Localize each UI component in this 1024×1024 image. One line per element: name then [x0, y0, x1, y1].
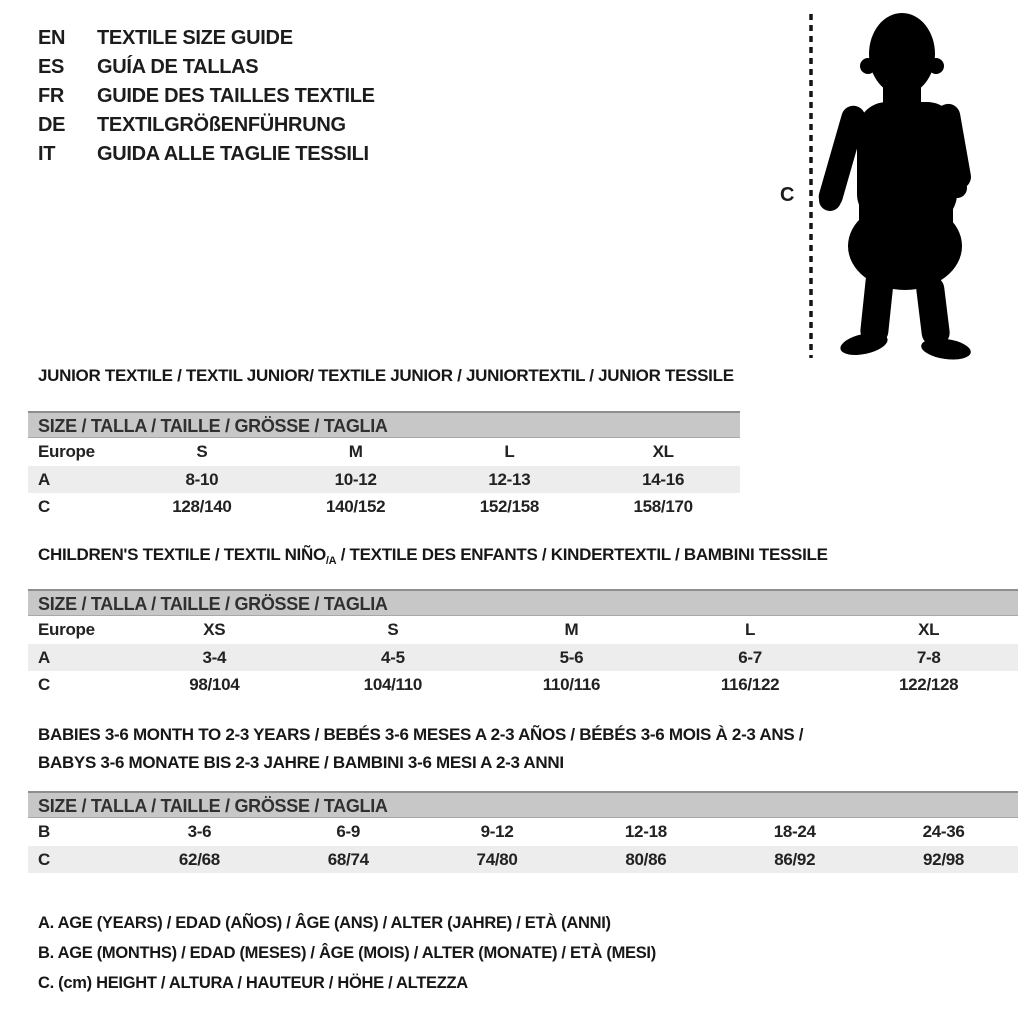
table-cell: 92/98: [923, 849, 965, 869]
language-row-it: [38, 140, 375, 169]
table-cell: 4-5: [381, 647, 405, 667]
table-header: SIZE / TALLA / TAILLE / GRÖSSE / TAGLIA: [28, 791, 1018, 818]
table-cell: 8-10: [185, 469, 219, 489]
language-row-es: [38, 53, 375, 82]
table-cell: M: [564, 620, 579, 639]
table-cell: 3-6: [187, 822, 212, 841]
language-row-en: [38, 24, 375, 53]
language-code: FR: [38, 85, 65, 107]
table-cell: 140/152: [325, 496, 386, 516]
language-code: IT: [38, 143, 56, 165]
row-label: A: [38, 469, 50, 489]
table-cell: L: [504, 442, 515, 461]
language-row-fr: [38, 82, 375, 111]
table-cell: 158/170: [633, 496, 693, 516]
language-code: ES: [38, 56, 65, 78]
language-code: EN: [38, 27, 66, 49]
children-title-sub: /A: [325, 555, 337, 567]
table-cell: XL: [652, 442, 674, 461]
table-cell: 12-13: [488, 469, 531, 489]
table-row-c: [28, 846, 1018, 873]
children-size-table: [28, 589, 1018, 698]
table-cell: XL: [918, 620, 940, 639]
table-cell: 74/80: [476, 849, 518, 869]
table-cell: 3-4: [202, 647, 227, 667]
table-cell: 68/74: [327, 849, 369, 869]
table-cell: 14-16: [642, 469, 685, 489]
table-cell: 116/122: [720, 674, 780, 694]
table-cell: 6-9: [336, 822, 361, 841]
table-cell: 122/128: [898, 674, 959, 694]
language-label: TEXTILGRÖßENFÜHRUNG: [97, 114, 346, 136]
babies-title-line2: BABYS 3-6 MONATE BIS 2-3 JAHRE / BAMBINI 3-6 MESI A 2-3 ANNI: [38, 753, 564, 772]
row-label: C: [38, 674, 50, 694]
table-cell: 18-24: [773, 822, 816, 841]
table-cell: 86/92: [774, 849, 816, 869]
language-list: [38, 24, 375, 169]
toddler-silhouette-icon: [815, 8, 985, 360]
footnote-a: A. AGE (YEARS) / EDAD (AÑOS) / ÂGE (ANS) / ALTER (JAHRE) / ETÀ (ANNI): [38, 914, 611, 932]
children-title-part2: / TEXTILE DES ENFANTS / KINDERTEXTIL / BAMBINI TESSILE: [336, 545, 828, 564]
footnote-b: B. AGE (MONTHS) / EDAD (MESES) / ÂGE (MOIS) / ALTER (MONATE) / ETÀ (MESI): [38, 944, 656, 962]
table-row-europe: [28, 616, 1018, 644]
children-section-title: [38, 545, 828, 567]
table-header: SIZE / TALLA / TAILLE / GRÖSSE / TAGLIA: [28, 589, 1018, 616]
table-row-c: [28, 493, 740, 520]
table-row-b: [28, 818, 1018, 846]
language-label: GUÍA DE TALLAS: [97, 56, 259, 78]
table-cell: 5-6: [559, 647, 584, 667]
table-cell: 62/68: [178, 849, 220, 869]
table-row-c: [28, 671, 1018, 698]
table-cell: 98/104: [189, 674, 240, 694]
row-label: A: [38, 647, 50, 667]
footnotes: [38, 908, 656, 998]
babies-size-table: [28, 791, 1018, 873]
row-label: B: [38, 822, 50, 841]
table-row-a: [28, 644, 1018, 671]
table-cell: 6-7: [738, 647, 762, 667]
row-label: C: [38, 496, 50, 516]
table-cell: S: [387, 620, 399, 639]
height-measure-label: C: [780, 184, 795, 206]
language-label: GUIDA ALLE TAGLIE TESSILI: [97, 143, 369, 165]
table-header: SIZE / TALLA / TAILLE / GRÖSSE / TAGLIA: [28, 411, 740, 438]
table-cell: 12-18: [624, 822, 667, 841]
footnote-c: C. (cm) HEIGHT / ALTURA / HAUTEUR / HÖHE / ALTEZZA: [38, 974, 468, 992]
table-cell: 24-36: [922, 822, 965, 841]
table-cell: 9-12: [480, 822, 514, 841]
table-cell: 7-8: [916, 647, 941, 667]
junior-section-title: JUNIOR TEXTILE / TEXTIL JUNIOR/ TEXTILE JUNIOR / JUNIORTEXTIL / JUNIOR TESSILE: [38, 366, 734, 385]
language-label: GUIDE DES TAILLES TEXTILE: [97, 85, 375, 107]
row-label: C: [38, 849, 50, 869]
table-cell: 128/140: [172, 496, 232, 516]
table-cell: 104/110: [363, 674, 423, 694]
language-row-de: [38, 111, 375, 140]
table-cell: M: [348, 442, 363, 461]
table-cell: S: [196, 442, 208, 461]
row-label: Europe: [38, 620, 95, 639]
table-row-europe: [28, 438, 740, 466]
table-cell: 10-12: [334, 469, 377, 489]
table-cell: L: [745, 620, 756, 639]
table-row-a: [28, 466, 740, 493]
language-code: DE: [38, 114, 66, 136]
children-title-part1: CHILDREN'S TEXTILE / TEXTIL NIÑO: [38, 545, 326, 564]
table-cell: 80/86: [625, 849, 667, 869]
table-cell: 110/116: [542, 674, 601, 694]
language-label: TEXTILE SIZE GUIDE: [97, 27, 293, 49]
junior-size-table: [28, 411, 740, 520]
table-cell: XS: [203, 620, 226, 639]
babies-section-title: [38, 721, 803, 777]
row-label: Europe: [38, 442, 95, 461]
babies-title-line1: BABIES 3-6 MONTH TO 2-3 YEARS / BEBÉS 3-6 MESES A 2-3 AÑOS / BÉBÉS 3-6 MOIS À 2-3 ANS /: [38, 725, 804, 744]
table-cell: 152/158: [479, 496, 540, 516]
